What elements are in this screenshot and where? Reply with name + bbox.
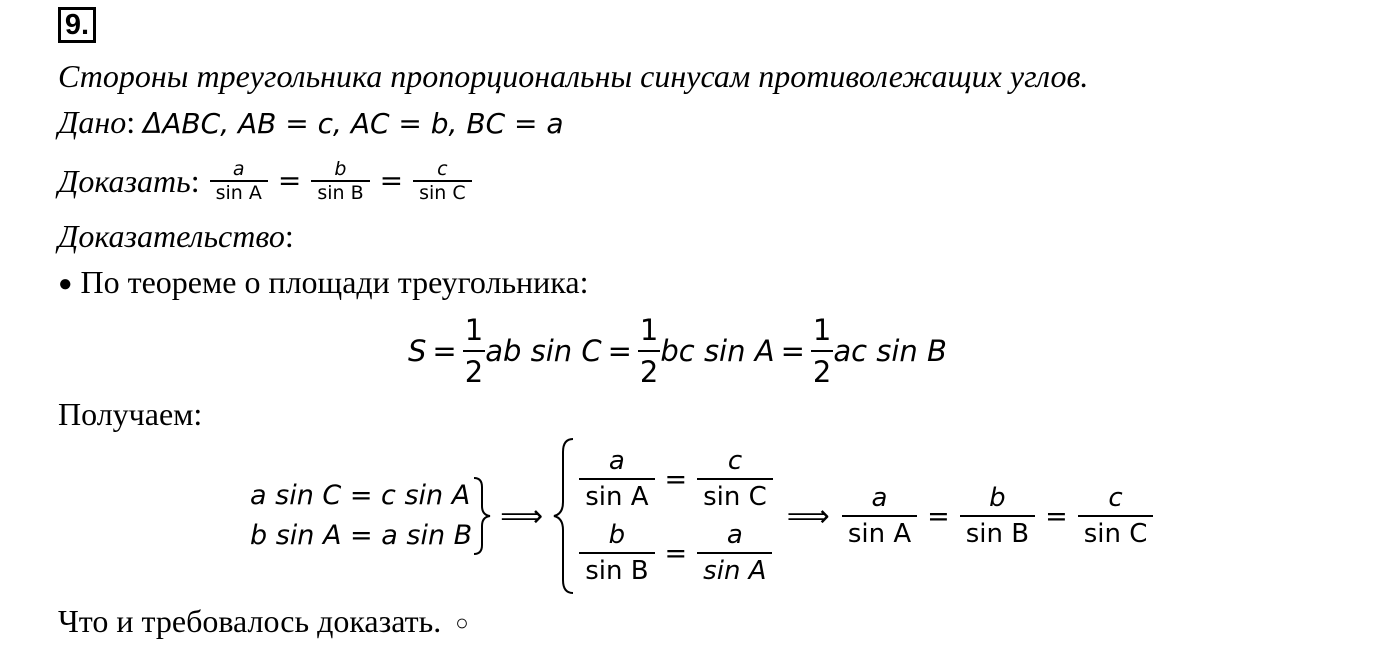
left-equation-1: a sin C = c sin A: [250, 480, 471, 511]
numerator: 1: [812, 313, 832, 347]
prove-line: [58, 150, 476, 212]
denominator: sin B: [960, 515, 1035, 551]
area-formula: [408, 312, 947, 390]
prove-fraction-a: [210, 158, 268, 204]
area-term-3: ac sin B: [833, 334, 947, 368]
denominator: 2: [811, 350, 833, 392]
obtain-line: Получаем:: [58, 396, 203, 432]
middle-equation-2: [575, 518, 777, 588]
middle-system: [575, 444, 777, 588]
implies-arrow-icon: ⟹: [786, 498, 830, 534]
left-equation-2: b sin A = a sin B: [250, 520, 473, 551]
implies-arrow-icon: ⟹: [500, 498, 544, 534]
denominator: sin C: [413, 180, 472, 204]
area-symbol: S: [408, 334, 427, 368]
area-theorem-line: [58, 264, 588, 302]
given-line: [58, 104, 564, 142]
conclusion-text: Что и требовалось доказать.: [58, 603, 442, 639]
given-colon: :: [126, 104, 136, 140]
equals-sign: =: [379, 164, 404, 197]
denominator: sin C: [1078, 515, 1154, 551]
equals-sign: =: [664, 463, 688, 495]
result-fraction-c: [1078, 481, 1154, 551]
fraction: [579, 444, 654, 514]
numerator: c: [727, 446, 743, 476]
prove-label: Доказать: [58, 163, 191, 199]
conclusion-line: [58, 603, 469, 641]
half-fraction: [463, 310, 485, 392]
proof-colon: :: [284, 218, 294, 254]
equals-sign: =: [664, 537, 688, 569]
given-label: Дано: [58, 104, 127, 140]
denominator: sin A: [697, 552, 772, 588]
left-system: [250, 476, 472, 556]
denominator: sin B: [579, 552, 654, 588]
area-term-1: ab sin C: [485, 334, 602, 368]
prove-fraction-b: [311, 158, 369, 204]
numerator: 1: [639, 313, 659, 347]
bullet-icon: ●: [58, 271, 73, 297]
equals-sign: =: [277, 164, 302, 197]
proof-line: [58, 218, 294, 254]
numerator: a: [232, 158, 245, 180]
result-fraction-a: [842, 481, 917, 551]
numerator: a: [608, 446, 625, 476]
problem-statement: Стороны треугольника пропорциональны синусам противолежащих углов.: [58, 58, 1089, 94]
half-fraction: [811, 310, 833, 392]
problem-number-box: 9.: [58, 7, 96, 43]
numerator: a: [871, 483, 888, 513]
numerator: c: [437, 158, 448, 180]
prove-colon: :: [190, 163, 200, 199]
result-fraction-b: [960, 481, 1035, 551]
numerator: c: [1108, 483, 1123, 513]
denominator: sin A: [842, 515, 917, 551]
right-brace-icon: [472, 475, 494, 557]
equals-sign: =: [432, 334, 457, 368]
given-expression: ΔABC, AB = c, AC = b, BC = a: [143, 107, 564, 140]
numerator: b: [989, 483, 1006, 513]
denominator: sin A: [210, 180, 268, 204]
proof-label: Доказательство: [58, 218, 285, 254]
fraction: [579, 518, 654, 588]
equals-sign: =: [927, 500, 950, 532]
end-of-proof-icon: ○: [455, 610, 469, 635]
denominator: sin C: [697, 478, 773, 514]
fraction: [697, 518, 772, 588]
area-theorem-text: По теореме о площади треугольника:: [80, 264, 589, 300]
prove-fraction-c: [413, 158, 472, 204]
denominator: sin A: [579, 478, 654, 514]
derivation-block: [250, 432, 1157, 600]
middle-equation-1: [575, 444, 777, 514]
numerator: 1: [464, 313, 484, 347]
denominator: sin B: [311, 180, 369, 204]
area-term-2: bc sin A: [660, 334, 775, 368]
result-equation: [838, 481, 1158, 551]
equals-sign: =: [1045, 500, 1068, 532]
denominator: 2: [638, 350, 660, 392]
equals-sign: =: [780, 334, 805, 368]
left-brace-icon: [551, 436, 575, 596]
denominator: 2: [463, 350, 485, 392]
half-fraction: [638, 310, 660, 392]
numerator: a: [726, 520, 743, 550]
fraction: [697, 444, 773, 514]
numerator: b: [334, 158, 347, 180]
equals-sign: =: [607, 334, 632, 368]
numerator: b: [608, 520, 626, 550]
